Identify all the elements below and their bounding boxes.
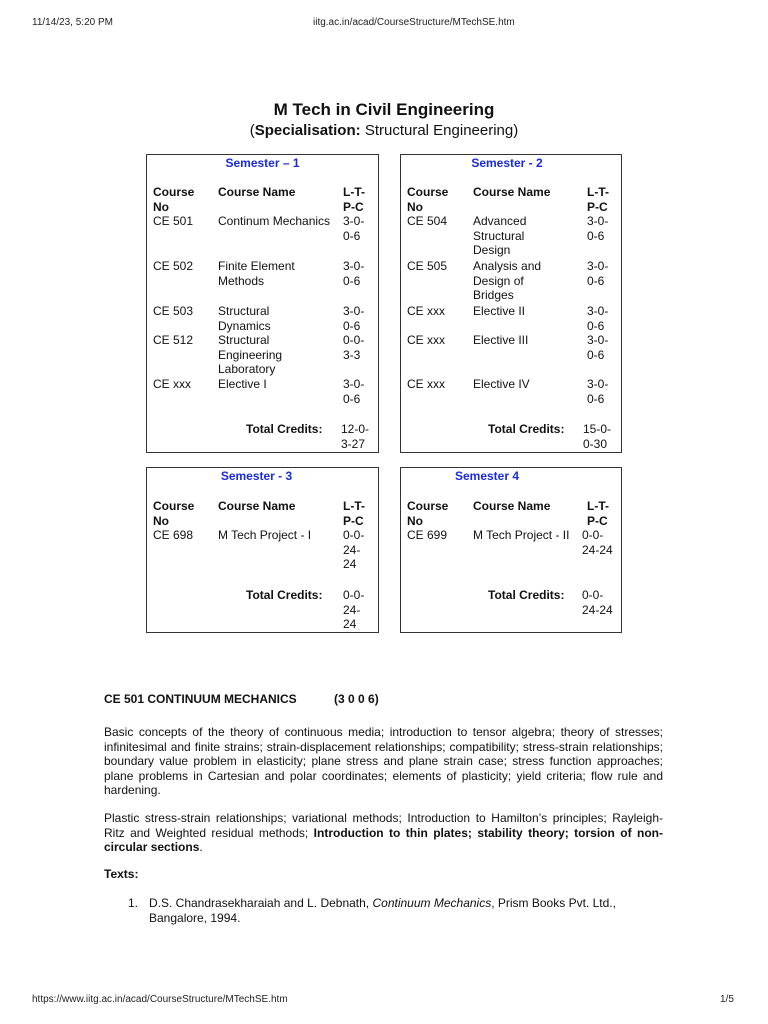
course-no: CE 505 (407, 259, 448, 273)
subtitle-value: Structural Engineering (364, 122, 514, 139)
course-code-title: CE 501 CONTINUUM MECHANICS (104, 692, 297, 706)
course-no: CE 698 (153, 528, 194, 542)
course-no: CE xxx (407, 304, 446, 318)
course-ltpc: 0-0-24-24 (343, 528, 365, 572)
texts-heading: Texts: (104, 867, 139, 881)
course-name: Continum Mechanics (218, 214, 331, 228)
header-course-no: Course No (153, 185, 195, 214)
print-page-number: 1/5 (720, 994, 734, 1005)
course-name: Elective IV (473, 377, 530, 391)
subtitle-label: Specialisation: (254, 122, 361, 139)
course-name: Analysis and Design of Bridges (473, 259, 542, 303)
course-credits: (3 0 0 6) (334, 692, 379, 706)
course-name: Elective I (218, 377, 267, 391)
total-credits-label: Total Credits: (246, 588, 323, 602)
reference-authors: D.S. Chandrasekharaiah and L. Debnath, (149, 896, 373, 910)
course-ltpc: 3-0-0-6 (587, 304, 609, 333)
total-credits-value: 12-0-3-27 (341, 422, 370, 451)
semester-title: Semester - 3 (220, 469, 293, 483)
course-ltpc: 3-0-0-6 (343, 214, 365, 243)
course-name: M Tech Project - I (218, 528, 312, 542)
total-credits-label: Total Credits: (246, 422, 323, 436)
course-ltpc: 0-0-24-24 (582, 528, 613, 557)
print-footer-url: https://www.iitg.ac.in/acad/CourseStructure/MTechSE.htm (32, 994, 288, 1005)
reference-number: 1. (128, 896, 139, 910)
total-credits-label: Total Credits: (488, 422, 565, 436)
course-no: CE xxx (153, 377, 192, 391)
total-credits-value: 0-0-24-24 (343, 588, 365, 632)
course-heading (104, 692, 379, 706)
reference-title: Continuum Mechanics (372, 896, 492, 910)
course-no: CE 699 (407, 528, 448, 542)
course-name: Elective II (473, 304, 526, 318)
total-credits-value: 0-0-24-24 (582, 588, 613, 617)
course-no: CE 503 (153, 304, 194, 318)
header-course-no: Course No (407, 185, 449, 214)
description-bold-text: Introduction to thin plates; stability theory; torsion of non-circular sections (104, 825, 663, 854)
course-no: CE 501 (153, 214, 194, 228)
semester-2-table (400, 154, 622, 453)
course-description-2 (104, 811, 663, 855)
course-ltpc: 3-0-0-6 (587, 377, 609, 406)
page-subtitle: (Specialisation: Structural Engineering) (249, 122, 519, 139)
header-ltpc: L-T-P-C (343, 499, 365, 528)
header-course-no: Course No (407, 499, 449, 528)
semester-title: Semester – 1 (225, 156, 300, 170)
course-ltpc: 3-0-0-6 (587, 259, 609, 288)
total-credits-value: 15-0-0-30 (583, 422, 612, 451)
reference-publisher: , Prism Books Pvt. Ltd., Bangalore, 1994. (149, 896, 616, 925)
semester-4-table (400, 467, 622, 633)
header-course-name: Course Name (473, 499, 551, 513)
header-course-name: Course Name (218, 185, 296, 199)
total-credits-label: Total Credits: (488, 588, 565, 602)
header-ltpc: L-T-P-C (343, 185, 365, 214)
header-course-name: Course Name (218, 499, 296, 513)
header-ltpc: L-T-P-C (587, 185, 609, 214)
course-no: CE 512 (153, 333, 194, 347)
course-no: CE xxx (407, 333, 446, 347)
semester-title: Semester - 2 (471, 156, 543, 170)
course-name: Advanced Structural Design (473, 214, 527, 258)
page-title: M Tech in Civil Engineering (273, 100, 495, 119)
semester-3-table (146, 467, 379, 633)
course-ltpc: 3-0-0-6 (587, 333, 609, 362)
course-description-1: Basic concepts of the theory of continuous media; introduction to tensor algebra; theory of stresses; infinitesimal and finite strains; strain-displacement relationships; compatibility; stress-strain relationships; boundary value problem in elasticity; plane stress and plane strain case; stress function approaches; plane problems in Cartesian and polar coordinates; elements of plasticity; yield criteria; flow rule and hardening. (104, 725, 663, 797)
course-name: Structural Engineering Laboratory (218, 333, 283, 377)
course-no: CE 504 (407, 214, 448, 228)
course-name: Elective III (473, 333, 529, 347)
course-no: CE 502 (153, 259, 194, 273)
course-name: M Tech Project - II (473, 528, 570, 542)
description-end: . (199, 840, 203, 854)
course-ltpc: 3-0-0-6 (587, 214, 609, 243)
course-ltpc: 3-0-0-6 (343, 377, 365, 406)
course-name: Finite Element Methods (218, 259, 295, 288)
header-ltpc: L-T-P-C (587, 499, 609, 528)
print-datetime: 11/14/23, 5:20 PM (32, 17, 113, 28)
print-header-url: iitg.ac.in/acad/CourseStructure/MTechSE.htm (313, 17, 515, 28)
course-no: CE xxx (407, 377, 446, 391)
semester-title: Semester 4 (454, 469, 520, 483)
semester-1-table (146, 154, 379, 453)
header-course-name: Course Name (473, 185, 551, 199)
course-name: Structural Dynamics (218, 304, 271, 333)
course-ltpc: 0-0-3-3 (343, 333, 365, 362)
header-course-no: Course No (153, 499, 195, 528)
course-ltpc: 3-0-0-6 (343, 304, 365, 333)
reference-text (149, 896, 649, 926)
course-ltpc: 3-0-0-6 (343, 259, 365, 288)
description-text: Plastic stress-strain relationships; variational methods; Introduction to Hamilton’s principles; Rayleigh-Ritz and Weighted residual methods; (104, 811, 663, 840)
